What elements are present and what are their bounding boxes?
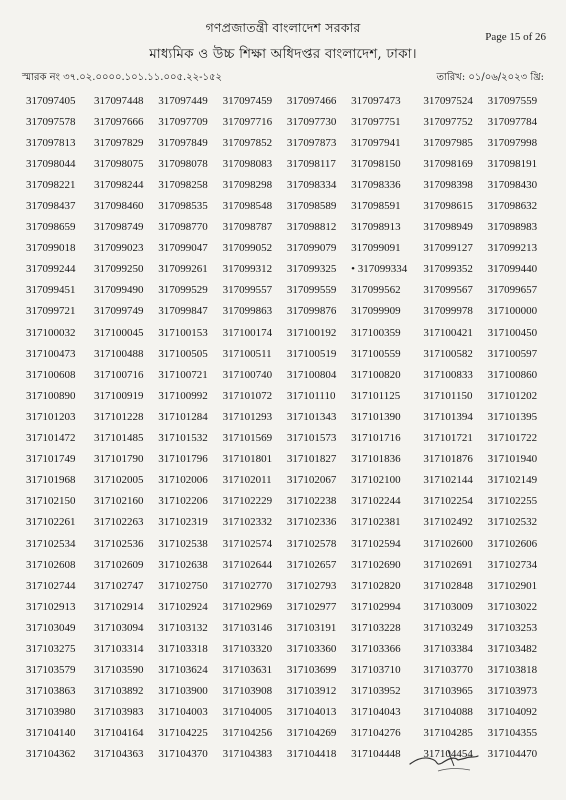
id-number-cell: 317101749 [26,453,76,466]
id-number-cell: 317103360 [286,642,337,655]
id-number-cell: 317104140 [26,727,76,740]
id-number-cell: 317099847 [158,305,208,318]
id-number-cell: 317098632 [487,200,538,213]
id-number-cell: 317103318 [158,642,208,655]
id-number-cell: 317103049 [26,621,76,634]
id-number-cell: 317103983 [94,706,144,719]
id-number-cell: 317098078 [158,157,208,170]
id-number-cell: 317100192 [286,326,337,339]
id-number-cell: 317098535 [158,200,208,213]
id-number-cell: 317102770 [222,579,273,592]
id-number-cell: 317101395 [487,410,538,423]
id-number-cell: 317098787 [222,221,273,234]
id-number-cell: 317103320 [222,642,273,655]
id-number-cell: 317104164 [94,727,144,740]
id-number-cell: 317102244 [351,495,401,508]
id-number-cell: 317097473 [351,94,401,107]
id-number-cell: 317102691 [423,558,473,571]
id-number-cell: 317098589 [286,200,337,213]
id-number-cell: 317097941 [351,136,401,149]
id-number-cell: 317101573 [286,432,337,445]
id-number-cell: 317099863 [222,305,273,318]
id-number-cell: 317101343 [286,410,337,423]
id-number-cell: 317098244 [94,178,144,191]
id-number-cell: 317104005 [222,706,273,719]
id-number-cell: 317102924 [158,600,208,613]
id-number-cell: 317104088 [423,706,473,719]
id-number-cell: 317100860 [487,368,538,381]
id-number-cell: 317103908 [222,685,273,698]
id-number-cell: 317103892 [94,685,144,698]
id-number-cell: 317098983 [487,221,538,234]
id-number-cell: 317097709 [158,115,208,128]
table-row [22,449,548,470]
id-number-cell: 317102750 [158,579,208,592]
table-row [22,322,548,343]
id-number-cell: 317099557 [222,284,273,297]
id-number-cell: 317097448 [94,94,144,107]
id-number-cell: 317097466 [286,94,337,107]
id-number-cell: 317104043 [351,706,401,719]
id-number-cell: 317100153 [158,326,208,339]
id-number-cell: 317099876 [286,305,337,318]
id-number-cell: 317102793 [286,579,337,592]
id-number-cell: 317102532 [487,516,538,529]
id-number-cell: 317100421 [423,326,473,339]
id-number-cell: 317102336 [286,516,337,529]
id-number-cell: 317104470 [487,748,538,761]
id-number-cell: 317100582 [423,347,473,360]
id-number-cell: 317097985 [423,136,473,149]
id-number-cell: 317099657 [487,284,538,297]
id-number-cell: 317097405 [26,94,76,107]
id-number-cell: 317102254 [423,495,473,508]
id-number-cell: 317102534 [26,537,76,550]
id-number-cell: 317102150 [26,495,76,508]
id-number-cell: 317097524 [423,94,473,107]
id-number-cell: 317097449 [158,94,208,107]
id-number-table [22,90,548,765]
id-number-cell: 317098460 [94,200,144,213]
id-number-cell: 317099978 [423,305,473,318]
id-number-cell: 317099018 [26,242,76,255]
id-number-cell: 317098430 [487,178,538,191]
id-number-cell: 317098221 [26,178,76,191]
id-number-cell: 317100740 [222,368,273,381]
id-number-cell: 317103146 [222,621,273,634]
id-number-cell: 317099559 [286,284,337,297]
letterhead [0,20,566,66]
id-number-cell: 317103009 [423,600,473,613]
id-number-cell: 317102536 [94,537,144,550]
id-number-cell: 317103366 [351,642,401,655]
id-number-cell: 317102160 [94,495,144,508]
table-row [22,681,548,702]
id-number-cell: 317098398 [423,178,473,191]
id-number-cell: 317102994 [351,600,401,613]
id-number-cell: 317099047 [158,242,208,255]
table-row [22,259,548,280]
id-number-cell: 317103973 [487,685,538,698]
id-number-cell: 317102574 [222,537,273,550]
id-number-cell: 317102657 [286,558,337,571]
table-row [22,723,548,744]
id-number-cell: 317101722 [487,432,538,445]
id-number-cell: 317100597 [487,347,538,360]
id-number-cell: 317097578 [26,115,76,128]
id-number-cell: 317102609 [94,558,144,571]
id-number-cell: 317100833 [423,368,473,381]
id-number-cell: 317098334 [286,178,337,191]
id-number-cell: 317102229 [222,495,273,508]
id-number-cell: 317098749 [94,221,144,234]
id-number-cell: 317103912 [286,685,337,698]
table-row [22,90,548,111]
id-number-cell: 317101569 [222,432,273,445]
id-number-cell: 317098770 [158,221,208,234]
id-number-cell: 317100608 [26,368,76,381]
id-number-cell: 317104418 [286,748,337,761]
id-number-cell: 317098591 [351,200,401,213]
id-number-cell: 317098044 [26,157,76,170]
id-number-cell: 317101150 [423,389,473,402]
id-number-cell: 317102594 [351,537,401,550]
id-number-cell: 317097829 [94,136,144,149]
id-number-cell: 317104383 [222,748,273,761]
id-number-cell: 317103249 [423,621,473,634]
id-number-cell: 317101472 [26,432,76,445]
id-number-cell: 317099079 [286,242,337,255]
id-number-cell: 317102255 [487,495,538,508]
table-row [22,596,548,617]
id-number-cell: 317101940 [487,453,538,466]
id-number-cell: 317103191 [286,621,337,634]
id-number-cell: 317099451 [26,284,76,297]
id-number-cell: 317099909 [351,305,401,318]
id-number-cell: 317101827 [286,453,337,466]
table-row [22,617,548,638]
id-number-cell: 317097998 [487,136,538,149]
signature-icon [408,744,484,774]
id-number-cell: 317100559 [351,347,401,360]
id-number-cell: 317099312 [222,263,273,276]
id-number-cell: 317097666 [94,115,144,128]
id-number-cell: 317103384 [423,642,473,655]
id-number-cell: 317103314 [94,642,144,655]
id-number-cell: 317099749 [94,305,144,318]
memo-date: তারিখ: ০১/০৬/২০২৩ খ্রি: [436,72,544,83]
id-number-cell: 317098083 [222,157,273,170]
id-number-cell: 317103094 [94,621,144,634]
id-number-cell: 317103952 [351,685,401,698]
id-number-cell: 317098117 [286,157,336,170]
memo-reference: স্মারক নং ৩৭.০২.০০০০.১০১.১১.০০৫.২২-১৫২ [22,72,222,83]
id-number-cell: 317100032 [26,326,76,339]
id-number-cell: 317097813 [26,136,76,149]
id-number-cell: 317102914 [94,600,144,613]
id-number-cell: 317098812 [286,221,337,234]
id-number-cell: 317104276 [351,727,401,740]
id-number-cell: 317097730 [286,115,337,128]
id-number-cell: 317102734 [487,558,538,571]
id-number-cell: 317101202 [487,389,538,402]
id-number-cell: 317104256 [222,727,273,740]
table-row [22,638,548,659]
table-row [22,470,548,491]
id-number-cell: 317104370 [158,748,208,761]
id-number-cell: 317103980 [26,706,76,719]
id-number-cell: 317104363 [94,748,144,761]
id-number-cell: 317099529 [158,284,208,297]
id-number-cell: 317099261 [158,263,208,276]
id-number-cell: 317103590 [94,664,144,677]
id-number-cell: 317102744 [26,579,76,592]
id-number-cell: 317103132 [158,621,208,634]
id-number-cell: 317102638 [158,558,208,571]
table-row [22,280,548,301]
id-number-cell: 317104013 [286,706,337,719]
id-number-cell: 317101836 [351,453,401,466]
id-number-cell: 317104454 [423,748,473,761]
id-number-cell: 317101532 [158,432,208,445]
id-number-cell: 317098191 [487,157,538,170]
id-number-cell: 317101716 [351,432,401,445]
id-number-cell: 317101721 [423,432,473,445]
id-number-cell: 317100716 [94,368,144,381]
id-number-cell: 317102206 [158,495,208,508]
id-number-cell: 317103863 [26,685,76,698]
id-number-cell: 317097784 [487,115,538,128]
id-number-cell: 317099352 [423,263,473,276]
id-number-cell: 317101801 [222,453,273,466]
id-number-cell: 317100045 [94,326,144,339]
id-number-cell: 317103900 [158,685,208,698]
table-row [22,217,548,238]
organization-name: গণপ্রজাতন্ত্রী বাংলাদেশ সরকার [205,20,361,35]
id-number-cell: 317099325 [286,263,337,276]
table-row [22,533,548,554]
id-number-cell: 317103631 [222,664,273,677]
id-number-cell: 317098913 [351,221,401,234]
id-number-cell: 317102261 [26,516,76,529]
id-number-cell: 317102006 [158,474,208,487]
id-number-cell: 317102608 [26,558,76,571]
table-row [22,512,548,533]
id-number-cell: 317101284 [158,410,208,423]
id-number-cell: 317102901 [487,579,538,592]
id-number-cell: 317097752 [423,115,473,128]
table-row [22,491,548,512]
id-number-cell: 317099721 [26,305,76,318]
id-number-cell: 317101228 [94,410,144,423]
id-number-cell: 317103965 [423,685,473,698]
id-number-cell: 317097716 [222,115,273,128]
id-number-cell: 317102969 [222,600,273,613]
id-number-cell: 317099213 [487,242,538,255]
table-row [22,238,548,259]
id-number-cell: 317102747 [94,579,144,592]
id-number-cell: • 317099334 [351,263,408,276]
id-number-cell: 317099023 [94,242,144,255]
id-number-cell: 317103022 [487,600,538,613]
id-number-cell: 317100820 [351,368,401,381]
id-number-cell: 317100721 [158,368,208,381]
id-number-cell: 317102332 [222,516,273,529]
id-number-cell: 317099562 [351,284,401,297]
id-number-cell: 317101394 [423,410,473,423]
id-number-cell: 317102381 [351,516,401,529]
id-number-cell: 317101125 [351,389,401,402]
id-number-cell: 317098258 [158,178,208,191]
table-row [22,301,548,322]
table-row [22,428,548,449]
id-number-cell: 317097849 [158,136,208,149]
id-number-cell: 317102977 [286,600,337,613]
id-number-cell: 317102011 [222,474,272,487]
table-row [22,132,548,153]
table-row [22,174,548,195]
id-number-cell: 317099244 [26,263,76,276]
id-number-cell: 317102492 [423,516,473,529]
id-number-cell: 317102144 [423,474,473,487]
id-number-cell: 317102067 [286,474,337,487]
id-number-cell: 317103482 [487,642,538,655]
id-number-cell: 317100804 [286,368,337,381]
id-number-cell: 317101485 [94,432,144,445]
id-number-cell: 317100511 [222,347,272,360]
id-number-cell: 317100505 [158,347,208,360]
id-number-cell: 317102100 [351,474,401,487]
id-number-cell: 317102578 [286,537,337,550]
table-row [22,702,548,723]
id-number-cell: 317103275 [26,642,76,655]
id-number-cell: 317098336 [351,178,401,191]
id-number-cell: 317099091 [351,242,401,255]
id-number-cell: 317100450 [487,326,538,339]
id-number-cell: 317102149 [487,474,538,487]
id-number-cell: 317099127 [423,242,473,255]
id-number-cell: 317101110 [286,389,336,402]
id-number-cell: 317100473 [26,347,76,360]
table-row [22,195,548,216]
id-number-cell: 317100174 [222,326,273,339]
id-number-cell: 317102690 [351,558,401,571]
id-number-cell: 317100890 [26,389,76,402]
table-row [22,406,548,427]
department-name: মাধ্যমিক ও উচ্চ শিক্ষা অধিদপ্তর বাংলাদেশ, ঢাকা। [149,46,417,62]
id-number-cell: 317104269 [286,727,337,740]
table-row [22,153,548,174]
id-number-cell: 317101203 [26,410,76,423]
table-row [22,385,548,406]
id-number-cell: 317104285 [423,727,473,740]
id-number-cell: 317103710 [351,664,401,677]
id-number-cell: 317098298 [222,178,273,191]
table-row [22,660,548,681]
table-row [22,343,548,364]
id-number-cell: 317100919 [94,389,144,402]
id-number-cell: 317104003 [158,706,208,719]
id-number-cell: 317101790 [94,453,144,466]
id-number-cell: 317103624 [158,664,208,677]
id-number-cell: 317101390 [351,410,401,423]
table-row [22,111,548,132]
id-number-cell: 317099052 [222,242,273,255]
id-number-cell: 317098437 [26,200,76,213]
id-number-cell: 317102005 [94,474,144,487]
id-number-cell: 317097852 [222,136,273,149]
id-number-cell: 317101293 [222,410,273,423]
id-number-cell: 317103253 [487,621,538,634]
id-number-cell: 317100359 [351,326,401,339]
id-number-cell: 317103579 [26,664,76,677]
page-indicator: Page 15 of 26 [485,31,546,43]
id-number-cell: 317097459 [222,94,273,107]
table-row [22,364,548,385]
id-number-cell: 317099250 [94,263,144,276]
id-number-cell: 317102263 [94,516,144,529]
id-number-cell: 317098949 [423,221,473,234]
id-number-cell: 317101796 [158,453,208,466]
id-number-cell: 317098615 [423,200,473,213]
id-number-cell: 317099440 [487,263,538,276]
id-number-cell: 317097751 [351,115,401,128]
id-number-cell: 317102820 [351,579,401,592]
table-row [22,554,548,575]
id-number-cell: 317100000 [487,305,538,318]
id-number-cell: 317100488 [94,347,144,360]
id-number-cell: 317097559 [487,94,538,107]
id-number-cell: 317100992 [158,389,208,402]
id-number-cell: 317101876 [423,453,473,466]
id-number-cell: 317102913 [26,600,76,613]
id-number-cell: 317098548 [222,200,273,213]
id-number-cell: 317103699 [286,664,337,677]
id-number-cell: 317097873 [286,136,337,149]
id-number-cell: 317098075 [94,157,144,170]
id-number-cell: 317104448 [351,748,401,761]
id-number-cell: 317100519 [286,347,337,360]
id-number-cell: 317098169 [423,157,473,170]
id-number-cell: 317099490 [94,284,144,297]
id-number-cell: 317101968 [26,474,76,487]
id-number-cell: 317104225 [158,727,208,740]
id-number-cell: 317103228 [351,621,401,634]
id-number-cell: 317104355 [487,727,538,740]
id-number-cell: 317102606 [487,537,538,550]
id-number-cell: 317102848 [423,579,473,592]
table-row [22,575,548,596]
id-number-cell: 317102319 [158,516,208,529]
id-number-cell: 317103770 [423,664,473,677]
id-number-cell: 317102238 [286,495,337,508]
id-number-cell: 317102600 [423,537,473,550]
id-number-cell: 317098150 [351,157,401,170]
id-number-cell: 317104092 [487,706,538,719]
id-number-cell: 317099567 [423,284,473,297]
id-number-cell: 317102644 [222,558,273,571]
id-number-cell: 317104362 [26,748,76,761]
id-number-cell: 317101072 [222,389,273,402]
id-number-cell: 317102538 [158,537,208,550]
id-number-cell: 317098659 [26,221,76,234]
id-number-cell: 317103818 [487,664,538,677]
